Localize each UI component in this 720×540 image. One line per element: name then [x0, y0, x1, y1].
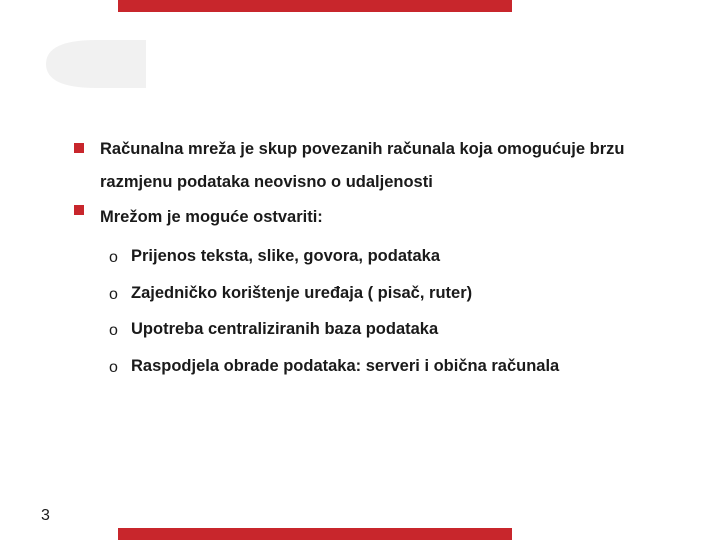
top-accent-bar: [118, 0, 512, 12]
circle-bullet-icon: o: [109, 322, 118, 339]
bottom-accent-bar: [118, 528, 512, 540]
circle-bullet-icon: o: [109, 359, 118, 376]
sub-bullet-text: Prijenos teksta, slike, govora, podataka: [131, 247, 441, 265]
sub-bullet-text: Zajedničko korištenje uređaja ( pisač, ruter): [131, 284, 473, 302]
page-number: 3: [41, 507, 50, 524]
square-bullet-icon: [74, 205, 84, 215]
sub-bullet-text: Upotreba centraliziranih baza podataka: [131, 320, 439, 338]
bullet-text-line: Mrežom je moguće ostvariti:: [100, 208, 323, 226]
decorative-arc: [36, 34, 146, 94]
circle-bullet-icon: o: [109, 249, 118, 266]
circle-bullet-icon: o: [109, 286, 118, 303]
sub-bullet-text: Raspodjela obrade podataka: serveri i obična računala: [131, 357, 560, 375]
bullet-text-line: razmjenu podataka neovisno o udaljenosti: [100, 173, 433, 191]
square-bullet-icon: [74, 143, 84, 153]
bullet-text-line: Računalna mreža je skup povezanih računala koja omogućuje brzu: [100, 140, 625, 158]
